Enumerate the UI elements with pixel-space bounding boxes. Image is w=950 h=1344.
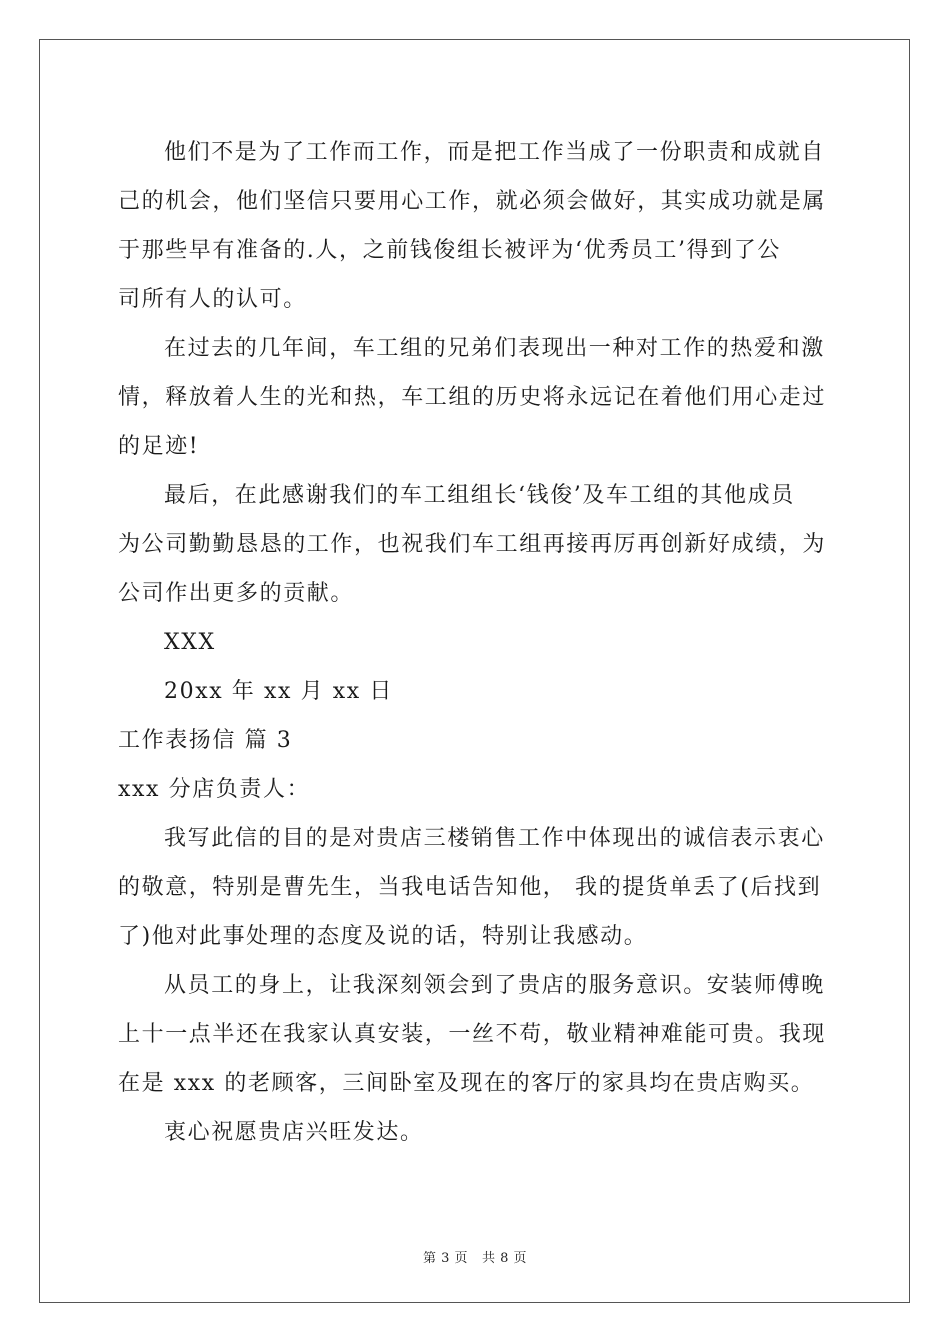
text-line: 在过去的几年间，车工组的兄弟们表现出一种对工作的热爱和激	[164, 336, 825, 361]
letter-paragraph	[118, 814, 834, 961]
text-line: 为公司勤勤恳恳的工作，也祝我们车工组再接再厉再创新好成绩，为	[118, 532, 827, 557]
text-line: 在是 xxx 的老顾客，三间卧室及现在的客厅的家具均在贵店购买。	[118, 1071, 815, 1096]
signature: XXX	[164, 630, 216, 655]
text-line: 公司作出更多的贡献。	[118, 581, 355, 606]
paragraph	[118, 471, 834, 618]
text-line: 他们不是为了工作而工作，而是把工作当成了一份职责和成就自	[164, 140, 825, 165]
text-line: 衷心祝愿贵店兴旺发达。	[164, 1120, 424, 1145]
document-body	[118, 128, 834, 1157]
paragraph	[118, 128, 834, 324]
text-line: 司所有人的认可。	[118, 287, 307, 312]
date-line: 20xx 年 xx 月 xx 日	[164, 679, 394, 704]
text-line: 从员工的身上，让我深刻领会到了贵店的服务意识。安装师傅晚	[164, 973, 825, 998]
letter-paragraph	[118, 961, 834, 1108]
salutation: xxx 分店负责人：	[118, 777, 311, 802]
text-line: 最后，在此感谢我们的车工组组长‘钱俊’及车工组的其他成员	[164, 483, 795, 508]
text-line: 己的机会，他们坚信只要用心工作，就必须会做好，其实成功就是属	[118, 189, 827, 214]
page-footer	[0, 1247, 950, 1266]
text-line: 了)他对此事处理的态度及说的话，特别让我感动。	[118, 924, 648, 949]
text-line: 情，释放着人生的光和热，车工组的历史将永远记在着他们用心走过	[118, 385, 827, 410]
text-line: 的足迹!	[118, 434, 200, 459]
letter-paragraph	[118, 1108, 834, 1157]
page-number: 第 3 页	[422, 1251, 468, 1266]
text-line: 的敬意，特别是曹先生，当我电话告知他， 我的提货单丢了(后找到	[118, 875, 822, 900]
paragraph	[118, 324, 834, 471]
text-line: 我写此信的目的是对贵店三楼销售工作中体现出的诚信表示衷心	[164, 826, 825, 851]
page-total: 共 8 页	[482, 1251, 528, 1266]
section-title: 工作表扬信 篇 3	[118, 728, 293, 753]
text-line: 上十一点半还在我家认真安装，一丝不苟，敬业精神难能可贵。我现	[118, 1022, 827, 1047]
text-line: 于那些早有准备的.人，之前钱俊组长被评为‘优秀员工’得到了公	[118, 238, 781, 263]
